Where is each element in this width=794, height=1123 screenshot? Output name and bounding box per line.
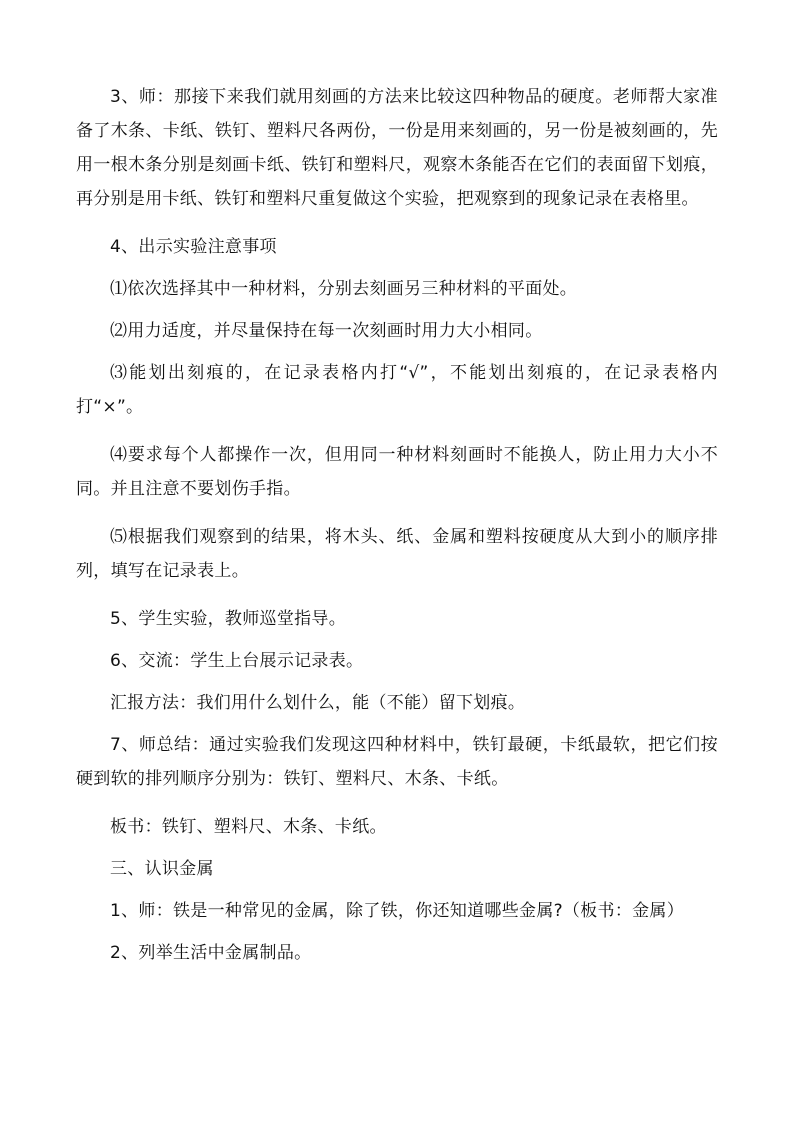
paragraph-step-5: 5、学生实验，教师巡堂指导。 xyxy=(110,609,347,629)
paragraph-note-5: ⑸根据我们观察到的结果，将木头、纸、金属和塑料按硬度从大到小的顺序排列，填写在记录表上。 xyxy=(76,527,718,581)
paragraph-note-3: ⑶能划出刻痕的，在记录表格内打“√”，不能划出刻痕的，在记录表格内打“×”。 xyxy=(76,363,718,417)
paragraph-step-7: 7、师总结：通过实验我们发现这四种材料中，铁钉最硬，卡纸最软，把它们按硬到软的排列顺序分别为：铁钉、塑料尺、木条、卡纸。 xyxy=(76,735,718,789)
document-body xyxy=(76,80,718,978)
paragraph-metals-1: 1、师：铁是一种常见的金属，除了铁，你还知道哪些金属?（板书：金属） xyxy=(110,901,685,921)
paragraph-step-6: 6、交流：学生上台展示记录表。 xyxy=(110,651,364,671)
section-heading-metals: 三、认识金属 xyxy=(110,859,214,879)
paragraph-note-4: ⑷要求每个人都操作一次，但用同一种材料刻画时不能换人，防止用力大小不同。并且注意不要划伤手指。 xyxy=(76,445,718,499)
paragraph-board-notes: 板书：铁钉、塑料尺、木条、卡纸。 xyxy=(110,817,387,837)
paragraph-step-4-heading: 4、出示实验注意事项 xyxy=(110,237,277,257)
paragraph-metals-2: 2、列举生活中金属制品。 xyxy=(110,943,312,963)
paragraph-note-2: ⑵用力适度，并尽量保持在每一次刻画时用力大小相同。 xyxy=(110,321,543,341)
paragraph-report-method: 汇报方法：我们用什么划什么，能（不能）留下划痕。 xyxy=(110,693,526,713)
paragraph-step-3: 3、师：那接下来我们就用刻画的方法来比较这四种物品的硬度。老师帮大家准备了木条、卡纸、铁钉、塑料尺各两份，一份是用来刻画的，另一份是被刻画的，先用一根木条分别是刻画卡纸、铁钉和塑料尺，观察木条能否在它们的表面留下划痕，再分别是用卡纸、铁钉和塑料尺重复做这个实验，把观察到的现象记录在表格里。 xyxy=(76,87,718,209)
paragraph-note-1: ⑴依次选择其中一种材料，分别去刻画另三种材料的平面处。 xyxy=(110,279,578,299)
